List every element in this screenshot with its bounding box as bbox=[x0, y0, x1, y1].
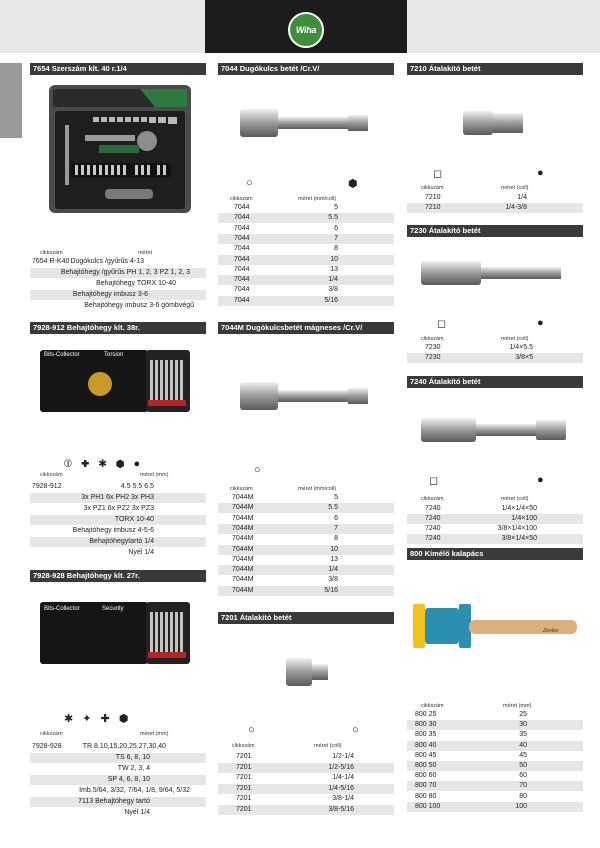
table-row bbox=[218, 805, 394, 815]
table-row bbox=[30, 764, 206, 774]
row-desc: Nyél 1/4 bbox=[128, 549, 154, 556]
col-header-code: cikkszám bbox=[230, 196, 253, 202]
row-size: 8 bbox=[334, 245, 338, 253]
table-row bbox=[218, 234, 394, 244]
table-row bbox=[30, 290, 206, 300]
table-row bbox=[407, 514, 583, 524]
row-desc: TORX 10-40 bbox=[114, 516, 154, 523]
row-size: 1/4-5/16 bbox=[328, 784, 354, 792]
row-desc: Behajtóhegy imbusz 4-5-6 bbox=[72, 527, 154, 534]
table-row bbox=[218, 534, 394, 544]
row-code: 7210 bbox=[425, 204, 441, 211]
panel-7230 bbox=[407, 225, 583, 371]
row-size: 3/8×5 bbox=[515, 354, 533, 361]
row-desc: Dugókulcs /gyűrűs 4-13 bbox=[70, 258, 144, 265]
toolkit-case-photo bbox=[45, 83, 195, 215]
row-size: 6 bbox=[334, 514, 338, 522]
row-desc: Imb.5/64, 3/32, 7/64, 1/8, 9/64, 5/32 bbox=[79, 787, 190, 794]
table-row bbox=[30, 526, 206, 536]
table-row bbox=[30, 786, 206, 796]
table-row bbox=[407, 710, 583, 720]
panel-title: 7230 Átalakító betét bbox=[407, 225, 583, 237]
table-row bbox=[218, 213, 394, 223]
table-row bbox=[218, 575, 394, 585]
row-size: 70 bbox=[519, 782, 527, 790]
table-row bbox=[407, 720, 583, 730]
row-size: 50 bbox=[519, 762, 527, 769]
table-row bbox=[218, 255, 394, 265]
row-size: 25 bbox=[519, 711, 527, 718]
row-size: 10 bbox=[330, 255, 338, 263]
col-header-size: méret (coll) bbox=[501, 496, 529, 502]
row-size: 3/8×1/4×50 bbox=[501, 535, 537, 542]
panel-title: 800 Kímélő kalapács bbox=[407, 548, 583, 560]
row-size: 1/2-5/16 bbox=[328, 763, 354, 771]
torsion-label: Torsion bbox=[104, 352, 124, 358]
row-desc: Behajtóhegy /gyűrűs PH 1, 2, 3 PZ 1, 2, 3 bbox=[60, 269, 190, 276]
row-desc: 3x PZ1 6x PZ2 3x PZ3 bbox=[83, 505, 154, 512]
table-row bbox=[30, 548, 206, 558]
row-size: 1/4×100 bbox=[511, 515, 537, 522]
table-row bbox=[218, 275, 394, 285]
table-row bbox=[218, 296, 394, 306]
row-code: 7201 bbox=[236, 753, 252, 760]
magnetic-nut-setter-photo bbox=[240, 378, 370, 414]
row-code: 7928-928 bbox=[32, 743, 62, 750]
round-drive-icon: ● bbox=[537, 167, 544, 179]
panel-7044m bbox=[218, 322, 394, 612]
row-code: 7201 bbox=[236, 774, 252, 781]
col-header-size: méret bbox=[138, 250, 153, 256]
row-code: 7230 bbox=[425, 344, 441, 351]
row-code: 800 35 bbox=[415, 731, 437, 739]
hammer-handle-brand: Zentex bbox=[543, 628, 559, 634]
row-code: 7044 bbox=[234, 234, 250, 242]
socket-outline-icon: ○ bbox=[246, 177, 253, 189]
panel-title: 7044M Dugókulcsbetét mágneses /Cr.V/ bbox=[218, 322, 394, 334]
col-header-code: cikkszám bbox=[421, 703, 444, 709]
row-size: 40 bbox=[519, 741, 527, 749]
bits-collector-label: Bits-Collector bbox=[44, 352, 80, 358]
table-row bbox=[218, 586, 394, 596]
row-size: 8 bbox=[334, 535, 338, 543]
row-code: 800 25 bbox=[415, 711, 437, 718]
table-row bbox=[218, 224, 394, 234]
row-code: 7044M bbox=[232, 566, 254, 574]
bits-collector-label: Bits-Collector bbox=[44, 606, 80, 612]
row-desc: Behajtóhegy imbusz 3-6 gömbvégű bbox=[84, 302, 194, 309]
table-row bbox=[30, 742, 206, 752]
bit-type-icons: ⦶ ✚ ✱ ⬢ ● bbox=[64, 458, 144, 470]
hex-socket-icon: ○ bbox=[352, 724, 359, 736]
row-code: 7044M bbox=[232, 504, 254, 512]
row-size: 10 bbox=[330, 545, 338, 553]
table-row bbox=[407, 504, 583, 514]
row-size: 1/4 bbox=[517, 194, 527, 201]
table-row bbox=[30, 775, 206, 785]
row-size: 1/4-1/4 bbox=[332, 774, 354, 781]
table-row bbox=[30, 493, 206, 503]
table-row bbox=[218, 565, 394, 575]
col-header-code: cikkszám bbox=[230, 486, 253, 492]
row-code: 7230 bbox=[425, 354, 441, 361]
round-drive-icon: ● bbox=[537, 317, 544, 329]
row-size: 6 bbox=[334, 224, 338, 232]
table-row bbox=[30, 268, 206, 278]
row-code: 7044 bbox=[234, 245, 250, 253]
socket-outline-icon: ○ bbox=[248, 724, 255, 736]
col-header-size: méret (coll) bbox=[501, 336, 529, 342]
table-row bbox=[218, 503, 394, 513]
row-code: 7201 bbox=[236, 763, 252, 771]
panel-7201 bbox=[218, 612, 394, 820]
table-row bbox=[30, 515, 206, 525]
table-row bbox=[30, 504, 206, 514]
row-size: 3/8-1/4 bbox=[332, 795, 354, 802]
table-row bbox=[218, 524, 394, 534]
row-desc: 3x PH1 6x PH2 3x PH3 bbox=[81, 494, 154, 501]
header-left-band bbox=[0, 0, 205, 53]
col-header-size: méret (mm/coll) bbox=[298, 486, 337, 492]
row-code: 7240 bbox=[425, 525, 441, 532]
row-code: 7928-912 bbox=[32, 483, 62, 490]
panel-title: 7210 Átalakító betét bbox=[407, 63, 583, 75]
row-desc: Behajtóhegytartó 1/4 bbox=[89, 538, 154, 545]
row-size: 80 bbox=[519, 792, 527, 800]
row-size: 5.5 bbox=[328, 214, 338, 222]
row-code: 7201 bbox=[236, 795, 252, 802]
table-row bbox=[407, 741, 583, 751]
table-row bbox=[218, 784, 394, 794]
table-row bbox=[218, 555, 394, 565]
row-code: 7044M bbox=[232, 494, 254, 501]
row-code: 7044 bbox=[234, 276, 250, 284]
panel-title: 7044 Dugókulcs betét /Cr.V/ bbox=[218, 63, 394, 75]
adapter-7201-photo bbox=[282, 652, 332, 692]
row-code: 7044 bbox=[234, 255, 250, 263]
table-row bbox=[218, 285, 394, 295]
adapter-7210-photo bbox=[457, 103, 537, 143]
row-desc: Behajtóhegy TORX 10-40 bbox=[96, 280, 176, 287]
table-row bbox=[218, 545, 394, 555]
col-header-code: cikkszám bbox=[421, 336, 444, 342]
row-code: 7044M bbox=[232, 514, 254, 522]
row-desc: Nyél 1/4 bbox=[124, 809, 150, 816]
table-row bbox=[30, 257, 206, 267]
table-row bbox=[30, 753, 206, 763]
col-header-size: méret (mm) bbox=[503, 703, 532, 709]
table-row bbox=[30, 301, 206, 311]
row-code: 800 100 bbox=[415, 802, 441, 810]
table-row bbox=[218, 752, 394, 762]
row-code: 7044 bbox=[234, 296, 250, 304]
row-code: 7044M bbox=[232, 576, 254, 584]
row-code: 7044 bbox=[234, 286, 250, 294]
table-row bbox=[407, 534, 583, 544]
col-header-code: cikkszám bbox=[40, 731, 63, 737]
panel-title: 7654 Szerszám klt. 40 r.1/4 bbox=[30, 63, 206, 75]
table-row bbox=[407, 802, 583, 812]
logo-text: Wiha bbox=[295, 25, 317, 35]
row-size: 1/4 bbox=[328, 276, 338, 284]
table-row bbox=[407, 524, 583, 534]
table-row bbox=[30, 797, 206, 807]
row-size: 45 bbox=[519, 751, 527, 759]
panel-title: 7928-928 Behajtóhegy klt. 27r. bbox=[30, 570, 206, 582]
table-row bbox=[218, 265, 394, 275]
table-row bbox=[218, 203, 394, 213]
row-desc: SP 4, 6, 8, 10 bbox=[107, 776, 150, 783]
panel-7928-928 bbox=[30, 570, 206, 820]
table-row bbox=[30, 279, 206, 289]
table-row bbox=[218, 794, 394, 804]
col-header-size: méret (mm) bbox=[140, 472, 169, 478]
row-desc: 4.5 5.5 6.5 bbox=[120, 483, 154, 490]
table-row bbox=[407, 761, 583, 771]
table-row bbox=[407, 771, 583, 781]
row-code: 800 80 bbox=[415, 792, 437, 800]
row-desc: 7113 Behajtóhegy tartó bbox=[78, 798, 150, 805]
row-code: 7201 bbox=[236, 805, 252, 813]
table-row bbox=[407, 792, 583, 802]
row-size: 100 bbox=[515, 802, 527, 810]
table-row bbox=[218, 773, 394, 783]
table-row bbox=[30, 537, 206, 547]
col-header-size: méret (mm) bbox=[140, 731, 169, 737]
col-header-size: méret (coll) bbox=[501, 185, 529, 191]
row-code: 800 60 bbox=[415, 772, 437, 780]
panel-7928-912 bbox=[30, 322, 206, 566]
panel-title: 7240 Átalakító betét bbox=[407, 376, 583, 388]
row-size: 5 bbox=[334, 494, 338, 501]
row-size: 5 bbox=[334, 204, 338, 211]
table-row bbox=[407, 781, 583, 791]
row-size: 1/2-1/4 bbox=[332, 753, 354, 760]
col-header-code: cikkszám bbox=[421, 496, 444, 502]
row-size: 1/4 bbox=[328, 566, 338, 574]
row-size: 30 bbox=[519, 721, 527, 729]
row-code: 7240 bbox=[425, 505, 441, 512]
security-label: Security bbox=[102, 606, 124, 612]
row-size: 5/16 bbox=[324, 296, 338, 304]
row-code: 800 50 bbox=[415, 762, 437, 769]
row-code: 800 30 bbox=[415, 721, 437, 729]
round-drive-icon: ● bbox=[537, 474, 544, 486]
table-row bbox=[218, 763, 394, 773]
row-size: 1/4-3/8 bbox=[505, 204, 527, 211]
page-side-tab bbox=[0, 63, 22, 138]
table-row bbox=[407, 343, 583, 353]
row-desc: TS 6, 8, 10 bbox=[115, 754, 150, 761]
row-code: 7044M bbox=[232, 555, 254, 563]
panel-7240 bbox=[407, 376, 583, 548]
panel-7044 bbox=[218, 63, 394, 317]
row-code: 800 45 bbox=[415, 751, 437, 759]
table-row bbox=[30, 482, 206, 492]
col-header-code: cikkszám bbox=[232, 743, 255, 749]
panel-title: 7928-912 Behajtóhegy klt. 38r. bbox=[30, 322, 206, 334]
row-code: 7240 bbox=[425, 515, 441, 522]
row-size: 7 bbox=[334, 234, 338, 242]
hex-socket-icon: ⬢ bbox=[348, 178, 358, 190]
row-size: 5.5 bbox=[328, 504, 338, 512]
table-row bbox=[218, 493, 394, 503]
row-size: 13 bbox=[330, 265, 338, 273]
row-size: 3/8×1/4×100 bbox=[497, 525, 537, 532]
nut-setter-photo bbox=[240, 105, 370, 141]
table-row bbox=[407, 353, 583, 363]
row-size: 7 bbox=[334, 524, 338, 532]
row-desc: Behajtóhegy imbusz 3-6 bbox=[72, 291, 148, 298]
row-size: 13 bbox=[330, 555, 338, 563]
wiha-logo bbox=[288, 12, 324, 48]
row-code: 7044 bbox=[234, 224, 250, 232]
row-code: 7240 bbox=[425, 535, 441, 542]
row-size: 35 bbox=[519, 731, 527, 739]
square-drive-icon: ◻ bbox=[433, 168, 443, 180]
row-size: 1/4×5.5 bbox=[509, 344, 533, 351]
row-code: 800 40 bbox=[415, 741, 437, 749]
socket-outline-icon: ○ bbox=[254, 464, 261, 476]
row-code: 7044 bbox=[234, 265, 250, 273]
panel-800 bbox=[407, 548, 583, 820]
square-drive-icon: ◻ bbox=[437, 318, 447, 330]
table-row bbox=[407, 751, 583, 761]
table-row bbox=[407, 730, 583, 740]
row-code: 7044M bbox=[232, 586, 254, 594]
panel-7210 bbox=[407, 63, 583, 221]
table-row bbox=[407, 203, 583, 213]
row-code: 7044M bbox=[232, 545, 254, 553]
col-header-code: cikkszám bbox=[40, 250, 63, 256]
row-code: 7044M bbox=[232, 524, 254, 532]
col-header-code: cikkszám bbox=[421, 185, 444, 191]
adapter-7240-photo bbox=[421, 412, 571, 448]
row-size: 5/16 bbox=[324, 586, 338, 594]
row-code: 7044 bbox=[234, 204, 250, 211]
row-size: 60 bbox=[519, 772, 527, 780]
row-desc: TR 8,10,15,20,25,27,30,40 bbox=[82, 743, 166, 750]
col-header-size: méret (mm/coll) bbox=[298, 196, 337, 202]
row-size: 1/4×1/4×50 bbox=[501, 505, 537, 512]
row-code: 7044M bbox=[232, 535, 254, 543]
row-code: 7201 bbox=[236, 784, 252, 792]
col-header-size: méret (coll) bbox=[314, 743, 342, 749]
table-row bbox=[407, 193, 583, 203]
row-size: 3/8 bbox=[328, 576, 338, 584]
row-size: 3/8-5/16 bbox=[328, 805, 354, 813]
header-right-band bbox=[407, 0, 600, 53]
row-code: 7210 bbox=[425, 194, 441, 201]
panel-title: 7201 Átalakító betét bbox=[218, 612, 394, 624]
bit-type-icons: ✱ ✦ ✚ ⬢ bbox=[64, 713, 132, 725]
adapter-7230-photo bbox=[421, 255, 571, 291]
table-row bbox=[218, 244, 394, 254]
table-row bbox=[30, 808, 206, 818]
row-size: 3/8 bbox=[328, 286, 338, 294]
row-code: 800 70 bbox=[415, 782, 437, 790]
table-row bbox=[218, 514, 394, 524]
col-header-code: cikkszám bbox=[40, 472, 63, 478]
row-desc: TW 2, 3, 4 bbox=[117, 765, 150, 772]
panel-7654 bbox=[30, 63, 206, 317]
square-drive-icon: ◻ bbox=[429, 475, 439, 487]
row-code: 7654 R-K40 bbox=[32, 258, 70, 265]
row-code: 7044 bbox=[234, 214, 250, 222]
